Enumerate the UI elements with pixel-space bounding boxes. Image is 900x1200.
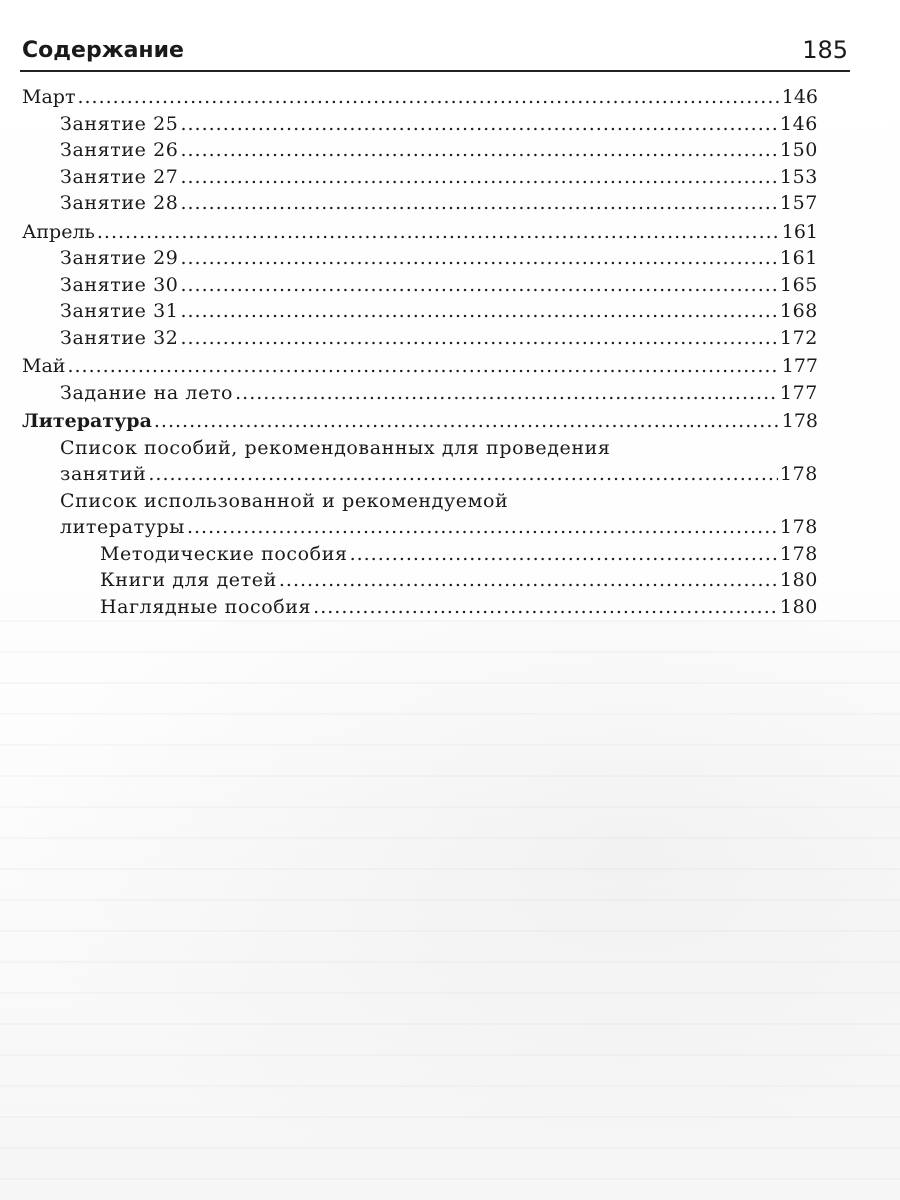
toc-entry-used-literature	[22, 488, 818, 541]
table-of-contents	[22, 84, 818, 620]
toc-entry-month	[22, 219, 818, 246]
toc-entry-lesson	[22, 325, 818, 352]
toc-label: Занятие 25	[60, 112, 179, 135]
toc-label: Занятие 29	[60, 247, 179, 269]
page-number: 185	[802, 36, 848, 64]
leader-dots	[180, 272, 777, 299]
toc-entry-lesson	[22, 272, 818, 299]
toc-label: Занятие 31	[60, 300, 179, 322]
toc-label-line1: Список использованной и рекомендуемой	[60, 489, 509, 512]
toc-label: Наглядные пособия	[100, 595, 312, 618]
toc-page: 178	[781, 410, 818, 432]
toc-label-line2: занятий	[60, 463, 147, 485]
leader-dots	[97, 219, 780, 246]
toc-entry-lesson	[22, 298, 818, 325]
toc-entry-visual-aids	[22, 594, 818, 621]
leader-dots	[313, 594, 778, 621]
toc-entry-lesson	[22, 245, 818, 272]
toc-page: 165	[779, 273, 818, 296]
toc-label: Май	[22, 355, 66, 377]
toc-entry-lesson	[22, 111, 818, 138]
toc-entry-methodical-aids	[22, 541, 818, 568]
toc-page: 180	[779, 569, 818, 591]
toc-page: 168	[779, 300, 818, 322]
toc-page: 172	[779, 326, 818, 349]
leader-dots	[180, 325, 777, 352]
page-title: Содержание	[22, 38, 184, 63]
toc-label: Методические пособия	[100, 542, 348, 565]
toc-label: Литература	[22, 410, 152, 432]
leader-dots	[148, 461, 778, 488]
toc-entry-month	[22, 353, 818, 380]
toc-page: 150	[779, 139, 818, 161]
toc-entry-lesson	[22, 137, 818, 164]
toc-entry-literature	[22, 408, 818, 435]
leader-dots	[154, 408, 780, 435]
header-divider	[20, 70, 850, 72]
toc-entry-month	[22, 84, 818, 111]
toc-page: 180	[779, 595, 818, 618]
leader-dots	[180, 137, 777, 164]
page-header	[22, 36, 848, 70]
leader-dots	[350, 541, 778, 568]
bleed-through-background	[0, 620, 900, 1200]
leader-dots	[180, 298, 777, 325]
toc-label: Занятие 26	[60, 139, 179, 161]
leader-dots	[279, 567, 778, 594]
toc-label: Март	[22, 86, 76, 108]
leader-dots	[180, 190, 777, 217]
leader-dots	[180, 245, 777, 272]
toc-entry-summer-task	[22, 380, 818, 407]
toc-label: Занятие 28	[60, 192, 179, 214]
toc-label-line1: Список пособий, рекомендованных для проведения	[60, 436, 611, 459]
leader-dots	[67, 353, 779, 380]
toc-page: 178	[779, 516, 818, 538]
toc-page: 177	[779, 381, 818, 404]
toc-label: Книги для детей	[100, 569, 277, 591]
toc-page: 161	[779, 247, 818, 269]
toc-entry-lesson	[22, 164, 818, 191]
toc-page: 153	[779, 165, 818, 188]
toc-page: 178	[779, 542, 818, 565]
leader-dots	[235, 380, 778, 407]
toc-page: 157	[779, 192, 818, 214]
toc-entry-recommended-aids	[22, 435, 818, 488]
toc-label-line2: литературы	[60, 516, 185, 538]
toc-page: 177	[781, 355, 818, 377]
leader-dots	[77, 84, 779, 111]
toc-page: 146	[779, 112, 818, 135]
toc-label: Апрель	[22, 220, 95, 243]
toc-page: 146	[781, 86, 818, 108]
leader-dots	[180, 164, 777, 191]
toc-label: Занятие 27	[60, 165, 179, 188]
leader-dots	[187, 514, 778, 541]
toc-label: Занятие 30	[60, 273, 179, 296]
leader-dots	[180, 111, 777, 138]
toc-label: Занятие 32	[60, 326, 179, 349]
toc-page: 161	[781, 220, 818, 243]
toc-entry-childrens-books	[22, 567, 818, 594]
toc-page: 178	[779, 463, 818, 485]
toc-entry-lesson	[22, 190, 818, 217]
toc-label: Задание на лето	[60, 381, 234, 404]
